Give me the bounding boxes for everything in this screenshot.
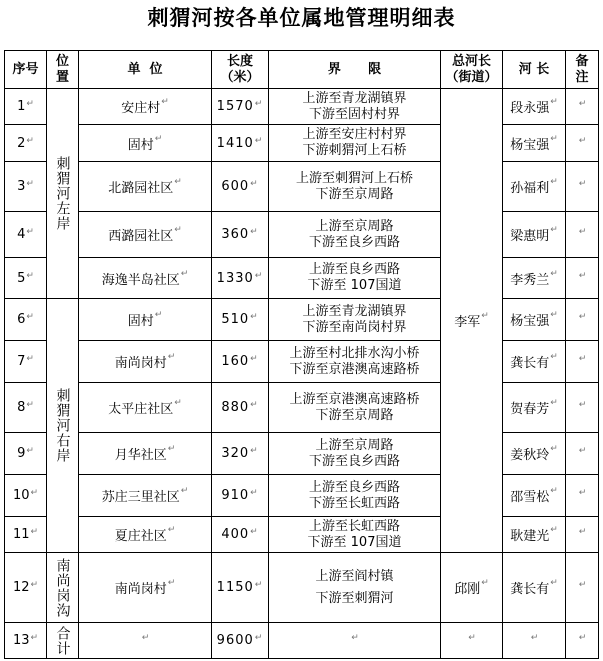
cell-remark: ↵ [566,433,599,475]
cell-limits: 上游至长虹西路 下游至 107国道 [269,517,441,553]
cell-seq: 5↵ [5,258,47,299]
cell-unit: 月华社区↵ [79,433,212,475]
cell-remark: ↵ [566,383,599,433]
cell-remark: ↵ [566,125,599,162]
cell-limits: ↵ [269,623,441,659]
cell-river-chief: 梁惠明↵ [503,212,566,258]
position-gou-label: 南尚岗沟 [54,557,71,618]
management-table [4,50,599,659]
cell-remark: ↵ [566,623,599,659]
table-row [5,341,599,383]
table-row [5,383,599,433]
header-row [5,51,599,89]
chief-main-label: 李军 [454,315,481,330]
cell-river-chief: 杨宝强↵ [503,299,566,341]
header-remark-line2: 注 [575,69,589,85]
cell-length: 1410↵ [212,125,269,162]
cell-limits: 上游至良乡西路 下游至长虹西路 [269,475,441,517]
table-row [5,299,599,341]
cell-remark: ↵ [566,475,599,517]
cell-position-left [47,89,79,299]
table-row [5,162,599,212]
cell-seq: 6↵ [5,299,47,341]
cell-position-gou [47,553,79,623]
cell-unit: 太平庄社区↵ [79,383,212,433]
page-title: 刺猬河按各单位属地管理明细表 [147,6,456,30]
cell-seq: 12↵ [5,553,47,623]
header-limits [269,51,441,89]
header-length [212,51,269,89]
header-chief-line1: 总河长 [451,53,491,69]
table-row [5,433,599,475]
header-chief-line2: （街道） [445,69,498,85]
cell-unit: 夏庄社区↵ [79,517,212,553]
header-position-line2: 置 [55,69,69,85]
position-right-label: 刺猬河右岸 [54,388,71,463]
header-river-chief-label: 河 长 [518,61,550,77]
cell-remark: ↵ [566,212,599,258]
cell-river-chief: 杨宝强↵ [503,125,566,162]
cell-limits: 上游至安庄村村界 下游刺猬河上石桥 [269,125,441,162]
cell-seq: 11↵ [5,517,47,553]
cell-seq: 10↵ [5,475,47,517]
cell-length: 160↵ [212,341,269,383]
cell-remark: ↵ [566,553,599,623]
cell-chief-secondary: 邱刚↵ [441,553,503,623]
cell-length: 880↵ [212,383,269,433]
cell-seq: 2↵ [5,125,47,162]
table-row [5,475,599,517]
cell-total-length: 9600↵ [212,623,269,659]
cell-position-right [47,299,79,553]
total-row [5,623,599,659]
header-remark-line1: 备 [575,53,589,69]
cell-unit: 苏庄三里社区↵ [79,475,212,517]
cell-chief-main: 李军↵ [441,89,503,553]
cell-length: 360↵ [212,212,269,258]
cell-limits: 上游至京周路 下游至良乡西路 [269,212,441,258]
cell-unit: 西潞园社区↵ [79,212,212,258]
cell-unit: 安庄村↵ [79,89,212,125]
cell-unit: 南尚岗村↵ [79,553,212,623]
header-remark [566,51,599,89]
cell-remark: ↵ [566,341,599,383]
cell-remark: ↵ [566,89,599,125]
cell-seq: 1↵ [5,89,47,125]
cell-seq: 7↵ [5,341,47,383]
cell-river-chief: 邵雪松↵ [503,475,566,517]
cell-river-chief: 耿建光↵ [503,517,566,553]
total-label: 合计 [54,625,71,656]
cell-unit: 固村↵ [79,125,212,162]
table-row [5,89,599,125]
cell-unit: ↵ [79,623,212,659]
cell-remark: ↵ [566,299,599,341]
header-limits-label: 界 限 [327,61,382,77]
cell-seq: 9↵ [5,433,47,475]
cell-river-chief: 龚长有↵ [503,341,566,383]
cell-river-chief: ↵ [503,623,566,659]
cell-seq: 13↵ [5,623,47,659]
cell-length: 910↵ [212,475,269,517]
cell-length: 1570↵ [212,89,269,125]
table-row [5,125,599,162]
table-row [5,212,599,258]
header-unit-label: 单 位 [127,61,163,77]
cell-seq: 8↵ [5,383,47,433]
header-position [47,51,79,89]
table-row [5,517,599,553]
cell-limits: 上游至青龙湖镇界 下游至南尚岗村界 [269,299,441,341]
header-chief [441,51,503,89]
cell-length: 320↵ [212,433,269,475]
cell-limits: 上游至青龙湖镇界 下游至固村村界 [269,89,441,125]
cell-length: 1150↵ [212,553,269,623]
cell-limits: 上游至刺猬河上石桥 下游至京周路 [269,162,441,212]
cell-limits: 上游至阎村镇 下游至刺猬河 [269,553,441,623]
cell-remark: ↵ [566,162,599,212]
chief-secondary-label: 邱刚 [454,582,481,597]
cell-length: 510↵ [212,299,269,341]
header-river-chief [503,51,566,89]
cell-chief: ↵ [441,623,503,659]
cell-remark: ↵ [566,258,599,299]
cell-river-chief: 段永强↵ [503,89,566,125]
cell-limits: 上游至良乡西路 下游至 107国道 [269,258,441,299]
position-left-label: 刺猬河左岸 [54,156,71,231]
header-position-line1: 位 [55,53,69,69]
cell-length: 1330↵ [212,258,269,299]
header-length-line2: （米） [220,69,260,85]
cell-seq: 3↵ [5,162,47,212]
header-unit [79,51,212,89]
cell-river-chief: 李秀兰↵ [503,258,566,299]
table-row [5,258,599,299]
cell-remark: ↵ [566,517,599,553]
header-seq: 序号 [5,51,47,89]
cell-river-chief: 姜秋玲↵ [503,433,566,475]
cell-limits: 上游至京港澳高速路桥 下游至京周路 [269,383,441,433]
cell-unit: 海逸半岛社区↵ [79,258,212,299]
cell-total-label [47,623,79,659]
cell-river-chief: 贺春芳↵ [503,383,566,433]
cell-limits: 上游至村北排水沟小桥 下游至京港澳高速路桥 [269,341,441,383]
header-length-line1: 长度 [226,53,253,69]
table-row [5,553,599,623]
cell-unit: 南尚岗村↵ [79,341,212,383]
cell-river-chief: 孙福利↵ [503,162,566,212]
cell-length: 400↵ [212,517,269,553]
cell-unit: 北潞园社区↵ [79,162,212,212]
cell-length: 600↵ [212,162,269,212]
cell-seq: 4↵ [5,212,47,258]
cell-limits: 上游至京周路 下游至良乡西路 [269,433,441,475]
cell-unit: 固村↵ [79,299,212,341]
cell-river-chief: 龚长有↵ [503,553,566,623]
